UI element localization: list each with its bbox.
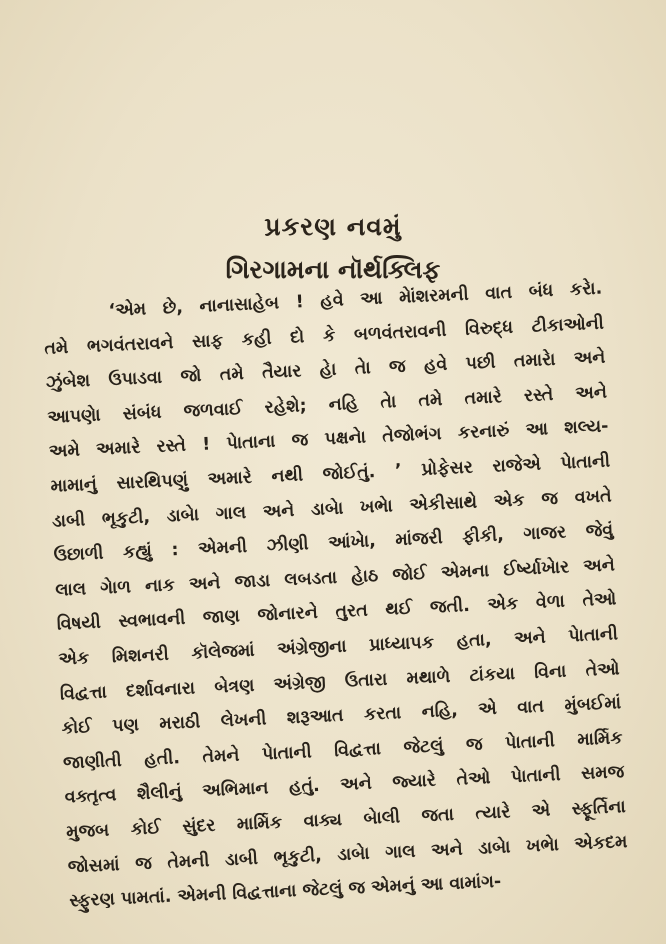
text-line: કોઈ પણ મરાઠી લેખની શરૂઆત કરતા નહિ, એ વાત મુંબઈમાં	[61, 693, 622, 739]
chapter-title: ગિરગામના નૉર્થક્લિફ	[225, 255, 441, 284]
text-line: ઉછાળી કહ્યું : એમની ઝીણી આંખેા, માંજરી ફીકી, ગાજર જેવું	[53, 520, 614, 566]
body-text	[42, 272, 630, 919]
text-line: સ્ફુરણ પામતાં. એમની વિદ્વત્તાના જેટલું જ એમનું આ વામાંગ-	[68, 871, 502, 912]
text-line: એક મિશનરી કૉલેજમાં અંગ્રેજીના પ્રાધ્યાપક હતા, અને પેાતાની	[58, 624, 619, 670]
text-line: જાણીતી હતી. તેમને પેાતાની વિદ્વત્તા જેટલું જ પેાતાની માર્મિક	[62, 727, 624, 774]
text-line: અમે અમારે રસ્તે ! પેાતાના જ પક્ષનેા તેજોભંગ કરનારું આ શલ્ય-	[48, 416, 609, 463]
text-line: ઝુંબેશ ઉપાડવા જો તમે તૈયાર હેા તેા જ હવે પછી તમારેા અને	[45, 347, 606, 394]
text-line: વક્તૃત્વ શૈલીનું અભિમાન હતું. અને જ્યારે તેઓ પેાતાની સમજ	[64, 762, 625, 808]
text-line: મામાનું સારથિપણું અમારે નથી જોઈતું. ’ પ્રોફેસર રાજેએ પેાતાની	[50, 451, 611, 497]
text-line: આપણેા સંબંધ જળવાઈ રહેશે; નહિ તેા તમે તમારે રસ્તે અને	[47, 382, 608, 428]
text-line: વિષયી સ્વભાવની જાણ જોનારને તુરત થઈ જતી. એક વેળા તેઓ	[56, 589, 617, 635]
text-line: ડાબી ભૃકુટી, ડાબેા ગાલ અને ડાબેા ખભેા એકીસાથે એક જ વખતે	[51, 485, 613, 532]
text-line: તમે ભગવંતરાવને સાફ કહી દો કે બળવંતરાવની વિરુદ્ધ ટીકાઓની	[43, 313, 605, 359]
text-line: લાલ ગેાળ નાક અને જાડા લબડતા હેાઠ જોઈ એમના ઈર્ષ્યાખેાર અને	[54, 555, 616, 601]
text-line: ‘એમ છે, નાનાસાહેબ ! હવે આ મેાંશરમની વાત બંધ કરેા.	[108, 278, 603, 321]
text-line: મુજબ કોઈ સુંદર માર્મિક વાક્ય બેાલી જતા ત્યારે એ સ્ફૂર્તિના	[65, 796, 627, 843]
chapter-number-heading: પ્રકરણ નવમું	[264, 212, 402, 241]
text-line: જોસમાં જ તેમની ડાબી ભૃકુટી, ડાબેા ગાલ અને ડાબેા ખભેા એકદમ	[67, 831, 628, 877]
text-line: વિદ્વત્તા દર્શાવનારા બેત્રણ અંગ્રેજી ઉતારા મથાળે ટાંકયા વિના તેઓ	[59, 658, 620, 705]
